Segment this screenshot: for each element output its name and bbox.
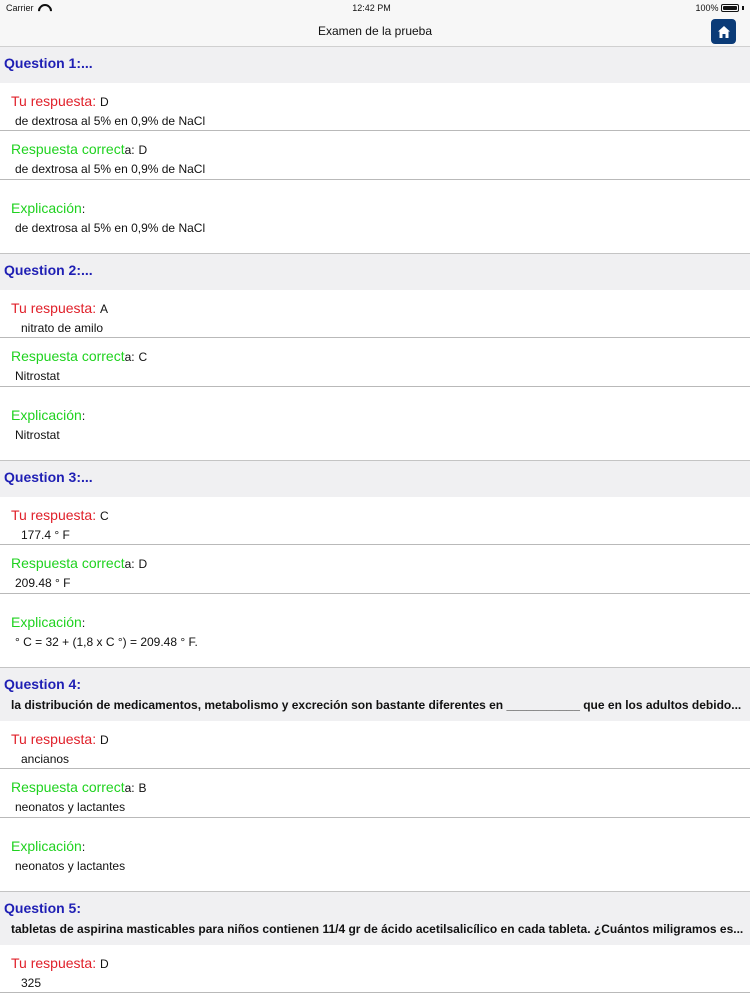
correct-answer-detail: 209.48 ° F — [15, 576, 71, 590]
correct-answer-label-tail: a: — [124, 143, 135, 157]
correct-answer-label: Respuesta correct — [11, 555, 125, 571]
your-answer-detail: 177.4 ° F — [21, 528, 70, 542]
your-answer-label: Tu respuesta: — [11, 955, 97, 971]
correct-answer-letter: D — [138, 143, 148, 157]
explanation-row — [0, 818, 750, 892]
your-answer-detail: 325 — [21, 976, 42, 990]
your-answer-row — [0, 83, 750, 131]
question-text: la distribución de medicamentos, metabolismo y excreción son bastante diferentes en ___________ que en los adultos debido... — [11, 698, 742, 712]
correct-answer-letter: C — [138, 350, 148, 364]
correct-answer-label-tail: a: — [124, 557, 135, 571]
question-header — [0, 892, 750, 945]
your-answer-letter: D — [99, 95, 109, 109]
question-header — [0, 47, 750, 83]
explanation-label: Explicación — [11, 614, 82, 630]
correct-answer-label: Respuesta correct — [11, 348, 125, 364]
explanation-text: Nitrostat — [15, 428, 60, 442]
wifi-icon — [38, 4, 48, 12]
page-title: Examen de la prueba — [317, 24, 433, 38]
explanation-row — [0, 180, 750, 254]
correct-answer-row — [0, 338, 750, 387]
battery-icon — [721, 4, 739, 12]
question-title: Question 2:... — [4, 262, 93, 278]
question-title: Question 3:... — [4, 469, 93, 485]
correct-answer-letter: B — [138, 781, 147, 795]
correct-answer-letter: D — [138, 557, 148, 571]
your-answer-detail: de dextrosa al 5% en 0,9% de NaCl — [15, 114, 206, 128]
explanation-label: Explicación — [11, 200, 82, 216]
home-icon — [717, 25, 731, 39]
battery-tip — [742, 6, 744, 10]
your-answer-letter: C — [99, 509, 109, 523]
your-answer-row — [0, 945, 750, 993]
correct-answer-row — [0, 545, 750, 594]
question-header — [0, 461, 750, 497]
correct-answer-row — [0, 131, 750, 180]
correct-answer-detail: Nitrostat — [15, 369, 60, 383]
explanation-text: neonatos y lactantes — [15, 859, 126, 873]
question-header — [0, 254, 750, 290]
question-title: Question 1:... — [4, 55, 93, 71]
your-answer-label: Tu respuesta: — [11, 300, 97, 316]
home-button[interactable] — [711, 19, 736, 44]
carrier-label: Carrier — [6, 3, 34, 13]
question-title: Question 5: — [4, 900, 82, 916]
review-list[interactable] — [0, 47, 750, 993]
your-answer-label: Tu respuesta: — [11, 507, 97, 523]
status-left — [6, 3, 48, 13]
correct-answer-label: Respuesta correct — [11, 779, 125, 795]
your-answer-label: Tu respuesta: — [11, 731, 97, 747]
battery-percent: 100% — [695, 3, 719, 13]
correct-answer-detail: neonatos y lactantes — [15, 800, 126, 814]
navigation-bar — [0, 16, 750, 47]
correct-answer-label: Respuesta correct — [11, 141, 125, 157]
status-right — [695, 3, 744, 13]
your-answer-detail: ancianos — [21, 752, 70, 766]
explanation-label-tail: : — [81, 202, 86, 216]
explanation-label-tail: : — [81, 409, 86, 423]
your-answer-letter: D — [99, 957, 109, 971]
explanation-row — [0, 594, 750, 668]
correct-answer-label-tail: a: — [124, 350, 135, 364]
your-answer-row — [0, 497, 750, 545]
your-answer-detail: nitrato de amilo — [21, 321, 104, 335]
question-text: tabletas de aspirina masticables para niños contienen 11/4 gr de ácido acetilsalicílico en cada tableta. ¿Cuántos miligramos es... — [11, 922, 744, 936]
status-time: 12:42 PM — [352, 3, 391, 13]
explanation-text: ° C = 32 + (1,8 x C °) = 209.48 ° F. — [15, 635, 198, 649]
your-answer-row — [0, 290, 750, 338]
correct-answer-row — [0, 769, 750, 818]
explanation-text: de dextrosa al 5% en 0,9% de NaCl — [15, 221, 206, 235]
your-answer-label: Tu respuesta: — [11, 93, 97, 109]
question-title: Question 4: — [4, 676, 82, 692]
question-header — [0, 668, 750, 721]
correct-answer-detail: de dextrosa al 5% en 0,9% de NaCl — [15, 162, 206, 176]
status-bar — [0, 0, 750, 16]
correct-answer-label-tail: a: — [124, 781, 135, 795]
your-answer-letter: D — [99, 733, 109, 747]
explanation-label: Explicación — [11, 407, 82, 423]
your-answer-letter: A — [99, 302, 108, 316]
explanation-label-tail: : — [81, 840, 86, 854]
explanation-label: Explicación — [11, 838, 82, 854]
explanation-row — [0, 387, 750, 461]
your-answer-row — [0, 721, 750, 769]
explanation-label-tail: : — [81, 616, 86, 630]
